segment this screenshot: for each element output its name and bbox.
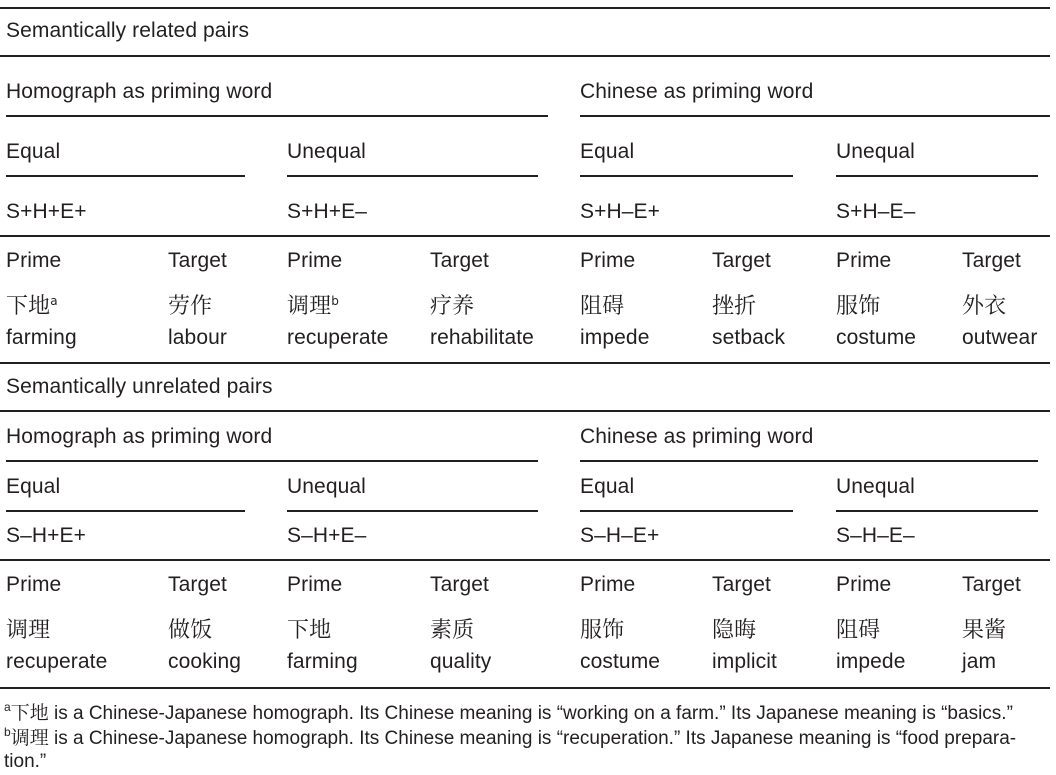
- prime-header: Prime: [836, 249, 892, 272]
- footnote-term: 调理: [10, 727, 49, 749]
- target-chinese: 隐晦: [712, 618, 757, 643]
- prime-chinese: 阻碍: [836, 618, 881, 643]
- footnote-mark: b: [331, 294, 339, 308]
- target-english: setback: [712, 326, 786, 349]
- target-english: rehabilitate: [430, 326, 534, 349]
- target-header: Target: [962, 573, 1021, 596]
- target-header: Target: [712, 249, 771, 272]
- condition-code: S+H+E–: [287, 200, 367, 223]
- prime-header: Prime: [580, 573, 636, 596]
- section-heading-unrelated: Semantically unrelated pairs: [6, 375, 273, 398]
- footnote-mark: b: [4, 725, 11, 739]
- condition-code: S–H–E+: [580, 524, 660, 547]
- prime-header: Prime: [6, 573, 62, 596]
- prime-chinese: 服饰: [580, 618, 625, 643]
- target-english: quality: [430, 650, 492, 673]
- condition-label: Equal: [6, 475, 61, 498]
- prime-header: Prime: [836, 573, 892, 596]
- footnote-mark: a: [4, 700, 11, 714]
- condition-code: S+H+E+: [6, 200, 87, 223]
- section-rule: [0, 55, 1050, 57]
- section-heading-related: Semantically related pairs: [6, 19, 250, 42]
- target-header: Target: [962, 249, 1021, 272]
- prime-english: impede: [836, 650, 906, 673]
- condition-code: S+H–E+: [580, 200, 660, 223]
- prime-header: Prime: [287, 249, 343, 272]
- condition-rule: [6, 175, 245, 177]
- footnote-a: [4, 701, 1013, 726]
- target-header: Target: [430, 573, 489, 596]
- prime-chinese: 调理$^b$: [287, 294, 339, 319]
- condition-code: S–H+E–: [287, 524, 367, 547]
- target-chinese: 外衣: [962, 294, 1007, 319]
- condition-rule: [836, 175, 1038, 177]
- footnote-b: [4, 726, 1016, 751]
- group-title: Homograph as priming word: [6, 80, 273, 103]
- footnote-text: is a Chinese-Japanese homograph. Its Chinese meaning is “recuperation.” Its Japanese meaning is “food prepara-: [48, 728, 1017, 749]
- prime-header: Prime: [580, 249, 636, 272]
- target-chinese: 疗养: [430, 294, 475, 319]
- group-rule: [6, 460, 538, 462]
- target-english: jam: [962, 650, 997, 673]
- group-title: Chinese as priming word: [580, 80, 814, 103]
- condition-label: Unequal: [287, 140, 366, 163]
- table-bottom-rule: [0, 687, 1050, 689]
- condition-label: Equal: [6, 140, 61, 163]
- prime-header: Prime: [287, 573, 343, 596]
- prime-chinese: 下地$^a$: [6, 294, 58, 319]
- group-title: Homograph as priming word: [6, 425, 273, 448]
- prime-english: costume: [580, 650, 661, 673]
- target-header: Target: [168, 573, 227, 596]
- target-chinese: 做饭: [168, 618, 213, 643]
- prime-chinese: 阻碍: [580, 294, 625, 319]
- target-header: Target: [712, 573, 771, 596]
- condition-rule: [836, 510, 1038, 512]
- condition-label: Equal: [580, 140, 635, 163]
- footnote-mark: a: [50, 294, 58, 308]
- condition-label: Unequal: [287, 475, 366, 498]
- condition-code: S+H–E–: [836, 200, 916, 223]
- condition-code: S–H+E+: [6, 524, 86, 547]
- target-english: cooking: [168, 650, 242, 673]
- condition-label: Unequal: [836, 140, 915, 163]
- group-rule: [580, 460, 1038, 462]
- prime-chinese: 调理: [6, 618, 51, 643]
- condition-rule: [580, 175, 793, 177]
- header-rule: [0, 559, 1050, 561]
- section-divider: [0, 362, 1050, 364]
- condition-label: Unequal: [836, 475, 915, 498]
- target-header: Target: [430, 249, 489, 272]
- target-english: labour: [168, 326, 227, 349]
- prime-chinese: 下地: [287, 618, 332, 643]
- footnote-term: 下地: [10, 702, 49, 724]
- condition-rule: [6, 510, 245, 512]
- target-english: outwear: [962, 326, 1038, 349]
- condition-code: S–H–E–: [836, 524, 915, 547]
- header-rule: [0, 235, 1050, 237]
- target-english: implicit: [712, 650, 777, 673]
- condition-label: Equal: [580, 475, 635, 498]
- prime-english: recuperate: [6, 650, 108, 673]
- target-chinese: 劳作: [168, 294, 213, 319]
- group-title: Chinese as priming word: [580, 425, 814, 448]
- prime-english: costume: [836, 326, 917, 349]
- condition-rule: [287, 510, 538, 512]
- target-chinese: 素质: [430, 618, 475, 643]
- prime-english: recuperate: [287, 326, 389, 349]
- section-rule: [0, 410, 1050, 412]
- condition-rule: [287, 175, 538, 177]
- target-header: Target: [168, 249, 227, 272]
- footnote-text: is a Chinese-Japanese homograph. Its Chinese meaning is “working on a farm.” Its Japanese meaning is “basics.”: [48, 703, 1013, 724]
- group-rule: [6, 115, 548, 117]
- table-top-rule: [0, 7, 1050, 9]
- target-chinese: 挫折: [712, 294, 757, 319]
- prime-english: farming: [287, 650, 358, 673]
- footnote-b-continuation: tion.”: [4, 751, 47, 772]
- group-rule: [580, 115, 1050, 117]
- prime-chinese: 服饰: [836, 294, 881, 319]
- prime-english: farming: [6, 326, 77, 349]
- prime-english: impede: [580, 326, 650, 349]
- condition-rule: [580, 510, 793, 512]
- target-chinese: 果酱: [962, 618, 1007, 643]
- prime-header: Prime: [6, 249, 62, 272]
